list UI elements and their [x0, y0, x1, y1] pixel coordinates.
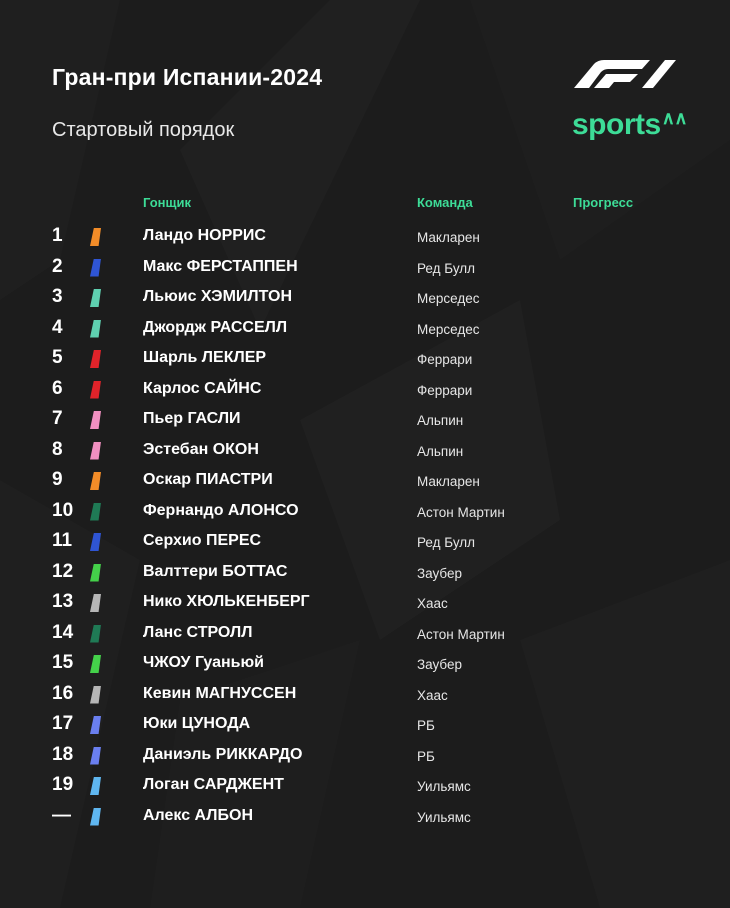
team-color-marker: [90, 289, 101, 307]
driver-name: ЧЖОУ Гуаньюй: [143, 654, 264, 671]
driver-name: Пьер ГАСЛИ: [143, 410, 241, 427]
grid-row: [0, 588, 730, 619]
grid-position: 16: [52, 682, 74, 704]
grid-position: 6: [52, 377, 63, 399]
team-color-marker: [90, 594, 101, 612]
team-name: Уильямс: [417, 779, 471, 794]
grid-position: 7: [52, 408, 63, 429]
grid-position: 10: [52, 499, 74, 521]
grid-position: 13: [52, 591, 74, 612]
team-name: Мерседес: [417, 291, 480, 306]
grid-position: 12: [52, 560, 74, 582]
grid-row: [0, 710, 730, 741]
driver-name: Карлос САЙНС: [143, 379, 262, 397]
driver-name: Джордж РАССЕЛЛ: [143, 318, 288, 336]
driver-name: Эстебан ОКОН: [143, 440, 259, 458]
driver-name: Фернандо АЛОНСО: [143, 501, 299, 519]
grid-position: —: [52, 804, 71, 826]
team-name: Астон Мартин: [417, 626, 505, 642]
team-color-marker: [90, 228, 101, 246]
page-title: Гран-при Испании-2024: [52, 64, 323, 90]
sports-logo-text: sports: [572, 108, 661, 141]
team-name: Макларен: [417, 230, 480, 245]
column-header-progress: Прогресс: [573, 195, 634, 210]
team-name: РБ: [417, 718, 435, 733]
team-color-marker: [90, 350, 101, 368]
team-color-marker: [90, 259, 101, 277]
driver-name: Валттери БОТТАС: [143, 562, 288, 580]
driver-name: Кевин МАГНУССЕН: [143, 684, 297, 702]
grid-row: [0, 558, 730, 589]
team-name: Заубер: [417, 565, 463, 581]
team-name: Альпин: [417, 413, 464, 428]
grid-row: [0, 253, 730, 284]
team-color-marker: [90, 503, 101, 521]
team-name: Феррари: [417, 352, 473, 367]
grid-position: 8: [52, 438, 63, 460]
f1-logo: [572, 58, 682, 90]
driver-name: Логан САРДЖЕНТ: [143, 776, 284, 793]
driver-name: Алекс АЛБОН: [143, 806, 254, 824]
grid-position: 19: [52, 774, 74, 795]
team-color-marker: [90, 320, 101, 338]
grid-position: 18: [52, 743, 74, 765]
team-name: Феррари: [417, 382, 473, 398]
team-color-marker: [90, 625, 101, 643]
grid-row: [0, 466, 730, 497]
driver-name: Оскар ПИАСТРИ: [143, 471, 273, 488]
team-color-marker: [90, 655, 101, 673]
grid-position: 11: [52, 530, 73, 551]
grid-row: [0, 649, 730, 680]
team-name: Астон Мартин: [417, 504, 505, 520]
driver-name: Макс ФЕРСТАППЕН: [143, 257, 298, 275]
grid-position: 15: [52, 652, 74, 673]
grid-row: [0, 741, 730, 772]
grid-position: 9: [52, 469, 63, 490]
grid-position: 1: [52, 225, 63, 246]
driver-name: Льюис ХЭМИЛТОН: [143, 288, 292, 305]
team-name: Макларен: [417, 474, 480, 489]
column-header-team: Команда: [417, 195, 473, 210]
sports-logo-mark: ∧∧: [661, 108, 688, 128]
grid-row: [0, 375, 730, 406]
grid-row: [0, 680, 730, 711]
driver-name: Ланс СТРОЛЛ: [143, 623, 253, 641]
team-color-marker: [90, 777, 101, 795]
starting-grid-list: [0, 222, 730, 832]
team-color-marker: [90, 716, 101, 734]
sports-logo: [572, 108, 687, 142]
team-name: Заубер: [417, 657, 463, 672]
driver-name: Шарль ЛЕКЛЕР: [143, 349, 267, 366]
team-color-marker: [90, 381, 101, 399]
team-color-marker: [90, 747, 101, 765]
team-name: Альпин: [417, 443, 464, 459]
team-color-marker: [90, 686, 101, 704]
grid-row: [0, 527, 730, 558]
grid-position: 3: [52, 286, 63, 307]
team-name: Ред Булл: [417, 260, 476, 276]
team-color-marker: [90, 411, 101, 429]
team-name: Хаас: [417, 687, 448, 703]
team-color-marker: [90, 472, 101, 490]
team-name: Мерседес: [417, 321, 480, 337]
grid-position: 4: [52, 316, 63, 338]
team-name: Хаас: [417, 596, 448, 611]
grid-position: 2: [52, 255, 63, 277]
grid-position: 5: [52, 347, 63, 368]
grid-row: [0, 771, 730, 802]
grid-row: [0, 405, 730, 436]
team-color-marker: [90, 442, 101, 460]
grid-row: [0, 619, 730, 650]
driver-name: Ландо НОРРИС: [143, 227, 266, 244]
grid-position: 14: [52, 621, 74, 643]
grid-row: [0, 344, 730, 375]
driver-name: Даниэль РИККАРДО: [143, 745, 303, 763]
team-color-marker: [90, 533, 101, 551]
grid-row: [0, 802, 730, 833]
grid-row: [0, 436, 730, 467]
column-header-driver: Гонщик: [143, 195, 191, 210]
driver-name: Нико ХЮЛЬКЕНБЕРГ: [143, 593, 310, 610]
driver-name: Юки ЦУНОДА: [143, 715, 251, 732]
team-name: Ред Булл: [417, 535, 476, 550]
grid-row: [0, 283, 730, 314]
driver-name: Серхио ПЕРЕС: [143, 532, 262, 549]
grid-row: [0, 497, 730, 528]
team-color-marker: [90, 808, 101, 826]
grid-position: 17: [52, 713, 74, 734]
team-name: Уильямс: [417, 809, 471, 825]
grid-row: [0, 314, 730, 345]
grid-row: [0, 222, 730, 253]
team-color-marker: [90, 564, 101, 582]
team-name: РБ: [417, 748, 435, 764]
page-subtitle: Стартовый порядок: [52, 119, 235, 141]
